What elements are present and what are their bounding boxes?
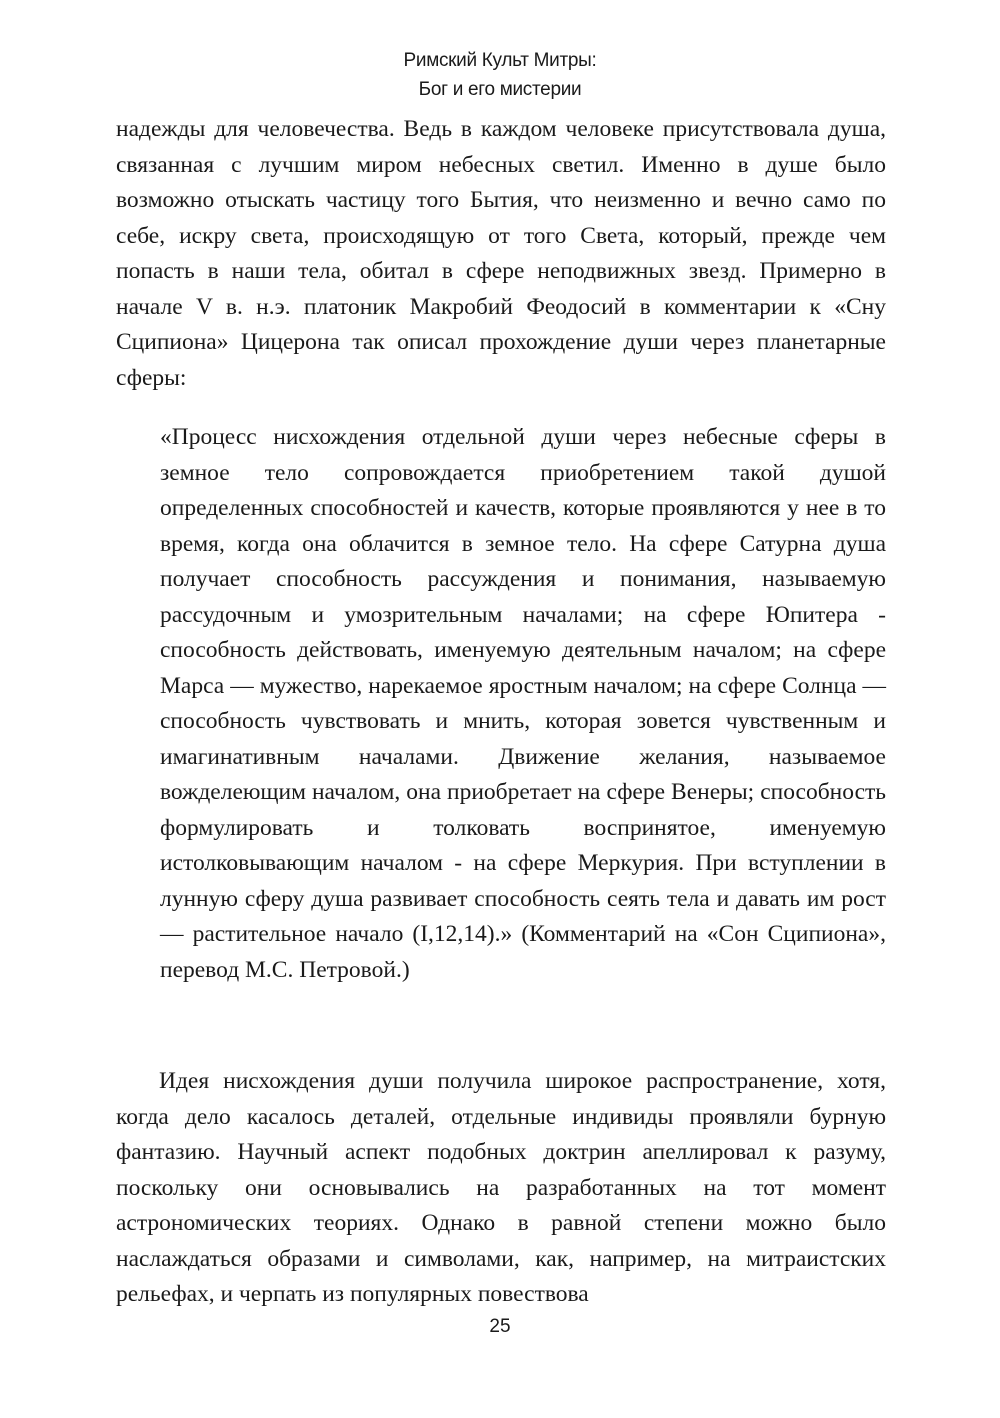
block-quote: «Процесс нисхождения отдельной души через небесные сферы в земное тело сопровождается приобретением такой душой определенных способностей и качеств, которые проявляются у нее в то время, когда она облачится в земное тело. На сфере Сатурна душа получает способность рассуждения и понимания, называемую рассудочным и умозрительным началами; на сфере Юпитера - способность действовать, именуемую деятельным началом; на сфере Марса — мужество, нарекаемое яростным началом; на сфере Солнца — способность чувствовать и мнить, которая зовется чувственным и имагинативным началами. Движение желания, называемое вожделеющим началом, она приобретает на сфере Венеры; способность формулировать и толковать воспринятое, именуемую истолковывающим началом - на сфере Меркурия. При вступлении в лунную сферу душа развивает способность сеять тела и давать им рост — растительное начало (I,12,14).» (Комментарий на «Сон Сципиона», перевод М.С. Петровой.)	[160, 424, 886, 983]
running-head	[0, 46, 1000, 104]
body-paragraph-1: надежды для человечества. Ведь в каждом человеке присутствовала душа, связанная с лучшим миром небесных светил. Именно в душе было возможно отыскать частицу того Бытия, что неизменно и вечно само по себе, искру света, происходящую от того Света, который, прежде чем попасть в наши тела, обитал в сфере неподвижных звезд. Примерно в начале V в. н.э. платоник Макробий Феодосий в комментарии к «Сну Сципиона» Цицерона так описал прохождение души через планетарные сферы:	[116, 116, 886, 391]
running-head-line-1: Римский Культ Митры:	[403, 50, 597, 71]
page-number: 25	[489, 1316, 511, 1337]
running-head-line-2: Бог и его мистерии	[418, 79, 582, 100]
body-paragraph-2: Идея нисхождения души получила широкое распространение, хотя, когда дело касалось деталей, отдельные индивиды проявляли бурную фантазию. Научный аспект подобных доктрин апеллировал к разуму, поскольку они основывались на разработанных на тот момент астрономических теориях. Однако в равной степени можно было наслаждаться образами и символами, как, например, на митраистских рельефах, и черпать из популярных повествова	[116, 1068, 886, 1307]
